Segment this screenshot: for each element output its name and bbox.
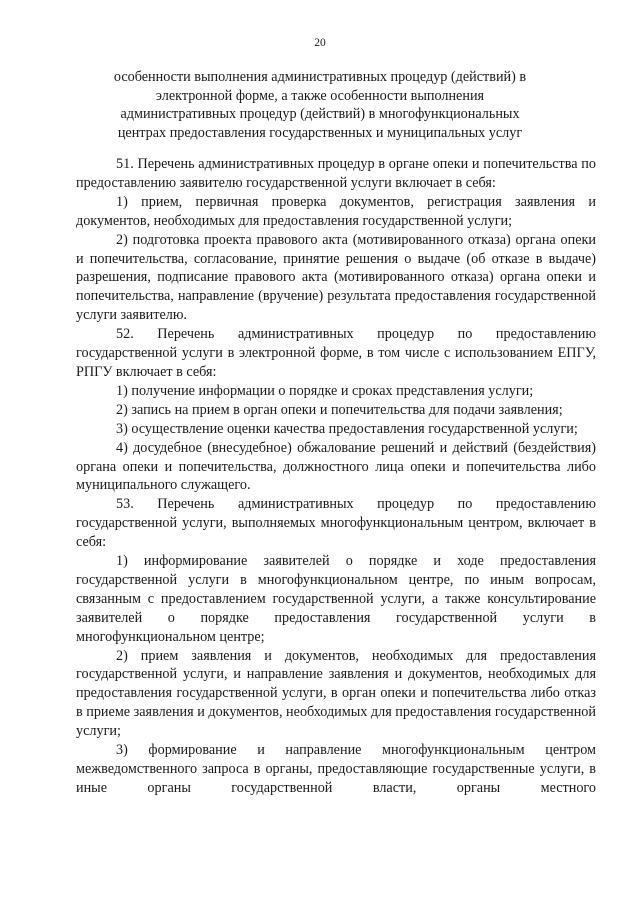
paragraph-52: 52. Перечень административных процедур по предоставлению государственной услуги в электронной форме, в том числе с использованием ЕПГУ, РПГУ включает в себя: xyxy=(76,326,596,380)
list-item-52-3: 3) осуществление оценки качества предоставления государственной услуги; xyxy=(116,420,578,437)
list-item-52-2: 2) запись на прием в орган опеки и попечительства для подачи заявления; xyxy=(116,401,563,418)
paragraph-51: 51. Перечень административных процедур в органе опеки и попечительства по предоставлению заявителю государственной услуги включает в себя: xyxy=(76,156,596,191)
list-item-52-4: 4) досудебное (внесудебное) обжалование решений и действий (бездействия) органа опеки и попечительства, должностного лица опеки и попечительства либо муниципального служащего. xyxy=(76,439,596,494)
list-item-51-1: 1) прием, первичная проверка документов, регистрация заявления и документов, необходимых для предоставления государственной услуги; xyxy=(76,193,596,229)
paragraph-53: 53. Перечень административных процедур по предоставлению государственной услуги, выполняемых многофункциональным центром, включает в себя: xyxy=(76,496,596,551)
document-body xyxy=(76,155,596,798)
list-item-53-1: 1) информирование заявителей о порядке и ходе предоставления государственной услуги в многофункциональном центре, по иным вопросам, связанным с предоставлением государственной услуги, а также консультирование заявителей о порядке предоставления государственной услуги в многофункциональном центре; xyxy=(76,553,596,645)
list-item-52-1: 1) получение информации о порядке и сроках представления услуги; xyxy=(116,382,534,399)
section-heading: особенности выполнения административных процедур (действий) в электронной форме, а также особенности выполнения административных процедур (действий) в многофункциональных центрах предоставления государственных и муниципальных услуг xyxy=(113,69,527,141)
list-item-51-2: 2) подготовка проекта правового акта (мотивированного отказа) органа опеки и попечительства, согласование, принятие решения о выдаче (об отказе в выдаче) разрешения, подписание правового акта (мотивированного отказа) органа опеки и попечительства, направление (вручение) результата предоставления государственной услуги заявителю. xyxy=(76,231,596,324)
list-item-53-2: 2) прием заявления и документов, необходимых для предоставления государственной услуги, и направление заявления и документов, необходимых для предоставления государственной услуги, в орган опеки и попечительства либо отказ в приеме заявления и документов, необходимых для предоставления государственной услуги; xyxy=(76,647,596,740)
list-item-53-3: 3) формирование и направление многофункциональным центром межведомственного запроса в органы, предоставляющие государственные услуги, в иные органы государственной власти, органы местного xyxy=(76,742,596,796)
page-number: 20 xyxy=(314,37,326,49)
